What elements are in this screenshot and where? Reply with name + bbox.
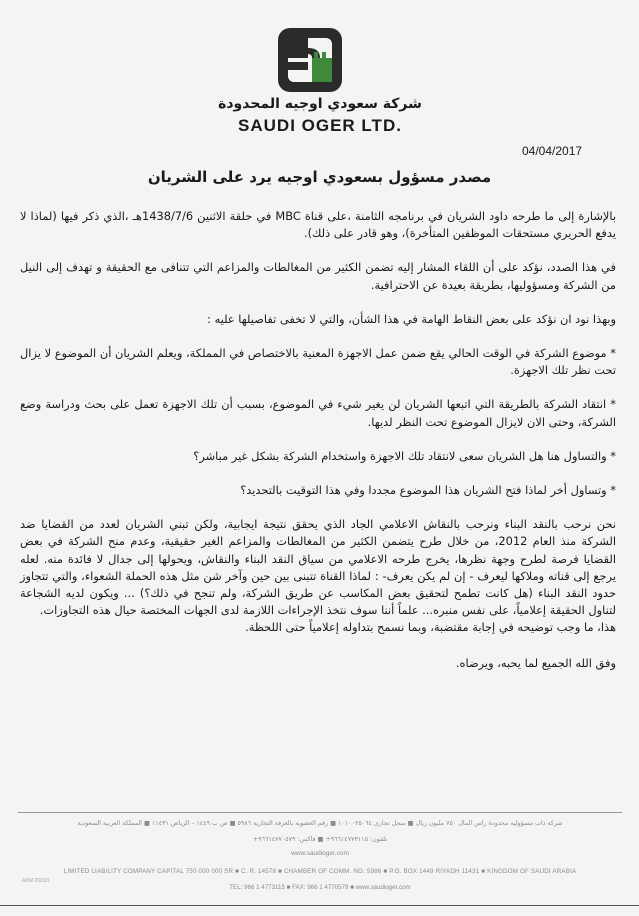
letter-title: مصدر مسؤول بسعودي اوجيه يرد على الشريان	[147, 168, 492, 186]
saudi-oger-logo	[278, 28, 342, 92]
footer-divider	[18, 812, 622, 813]
closing-line: وفق الله الجميع لما يحبه، ويرضاه.	[455, 655, 616, 670]
bullet-point: * موضوع الشركة في الوقت الحالي يقع ضمن عمل الاجهزة المعنية بالاختصاص في المملكة، ويعلم الشريان أن الموضوع لا يزال تحت نظر تلك الاجهزة.	[20, 346, 616, 378]
paragraph: وبهذا نود ان نؤكد على بعض النقاط الهامة في هذا الشأن، والتي لا تخفى تفاصيلها عليه :	[207, 311, 616, 326]
paragraph: في هذا الصدد، نؤكد على أن اللقاء المشار إليه تضمن الكثير من المغالطات والمزاعم التي تتنافى مع الحقيقة و تهدف إلى النيل من الشركة ومسؤوليها، بطريقة بعيدة عن الاحترافية.	[20, 260, 616, 292]
paragraph: هذا، ما وجب توضيحه في إجابة مقتضبة، وبما نسمح بتداوله إعلامياً حتى اللحظة.	[245, 620, 616, 635]
letter-body	[20, 208, 616, 689]
footer-arabic-contact: تلفون: ٩٦٦١٤٧٧٣١١٥+ ■ فاكس: ٩٦٦١٤٧٧٠٥٧٩+	[252, 836, 388, 843]
footer-website: www.saudioger.com	[291, 850, 349, 857]
paragraph: بالإشارة إلى ما طرحه داود الشريان في برنامجه الثامنة ،على قناة MBC في حلقة الاثنين 1438/7/6هـ ،الذي ذكر فيها (لماذا لا يدفع الحريري مستحقات الموظفين المتأخرة)، وهو قادر على ذلك).	[20, 209, 617, 241]
footer-arabic-line: شركة ذات مسؤولية محدودة رأس المال ٧٥٠ مليون ريال ■ سجل تجاري ١٠١٠٠٢٥٠٦٤ ■ رقم العضوية بالغرفة التجارية ٥٩٨٦ ■ ص ب ١٤٤٩ – الرياض ١١٤٣١ ■ المملكة العربية السعودية	[77, 820, 563, 827]
page-bottom-edge	[0, 905, 639, 906]
bullet-point: * وتساول أخر لماذا فتح الشريان هذا الموضوع مجددا وفي هذا التوقيت بالتحديد؟	[240, 483, 616, 498]
company-name-arabic: شركة سعودي اوجيه المحدودة	[218, 96, 422, 112]
footer-english-contact: TEL: 966 1 4773115 ■ FAX: 966 1 4770579 ■ www.saudioger.com	[229, 884, 411, 891]
footer-english-line: LIMITED LIABILITY COMPANY CAPITAL 750 000 000 SR ■ C. R. 14578 ■ CHAMBER OF COMM. NO. 5986 ■ P.O. BOX 1449 RIYADH 11431 ■ KINGDOM OF SAUDI ARABIA	[63, 868, 577, 875]
letter-date: 04/04/2017	[522, 144, 583, 158]
bullet-point: * والتساول هنا هل الشريان سعى لانتقاد تلك الاجهزة واستخدام الشركة بشكل غير مباشر؟	[193, 448, 616, 463]
form-code: ADM 2003/1	[22, 878, 50, 884]
paragraph: نحن نرحب بالنقد البناء ونرحب بالنقاش الاعلامي الجاد الذي يحقق نتيجة ايجابية، ولكن تبني الشريان لعدد من القضايا ضد الشركة منذ العام 2012، من خلال طرح يتضمن الكثير من المغالطات والمزاعم الغير حقيقية، وعدم منح الشركة في بعض القضايا فرصة لطرح وجهة نظرها، يخرج طرحه الاعلامي من سياق النقد البناء والنقاش، ويحولها إلى جدال لا فائدة منه. لعله يرجع إلى قناته وملاكها ليعرف - إن لم يكن يعرف- : لماذا القناة تتبنى بين حين وآخر شن مثل هذه الحملة الشعواء، والتي تتجاوز حدود النقد البناء (هل كانت تطمح لتحقيق بعض المكاسب عن طريق الشركة، ولم تنجح في ذلك؟) ... ويكون لديه الشجاعة لتناول الحقيقة إعلامياً، على نفس منبره... علماً أننا سوف نتخذ الإجراءات اللازمة لدى الجهات المختصة حيال هذه التجاوزات.	[20, 517, 616, 618]
company-name-english: SAUDI OGER LTD.	[238, 116, 402, 135]
bullet-point: * انتقاد الشركة بالطريقة التي اتبعها الشريان لن يغير شيء في الموضوع، بسبب أن تلك الاجهزة تعمل على بحث ودراسة وضع الشركة، وحتى الان لايزال الموضوع تحت النظر لديها.	[20, 397, 616, 429]
